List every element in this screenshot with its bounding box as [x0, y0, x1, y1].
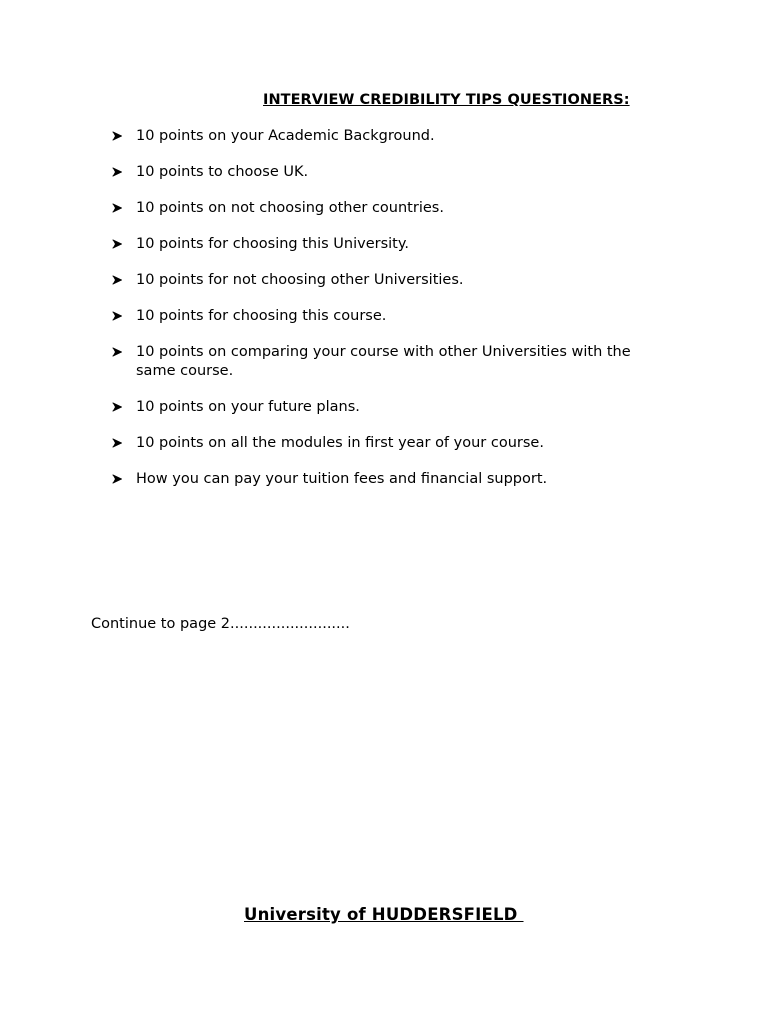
tip-text: 10 points on your Academic Background.: [136, 128, 435, 144]
tip-item: [112, 307, 672, 326]
tip-item: [112, 127, 672, 146]
arrowhead-bullet-icon: [112, 474, 122, 484]
tip-text: 10 points to choose UK.: [136, 164, 309, 180]
arrowhead-bullet-icon: [112, 347, 122, 357]
tip-item: [112, 434, 672, 453]
tip-text: 10 points on your future plans.: [136, 398, 360, 415]
tip-item: [112, 470, 672, 489]
tip-item: [112, 343, 672, 380]
tip-text: 10 points on not choosing other countries.: [136, 200, 444, 216]
tip-item: [112, 235, 672, 254]
arrowhead-bullet-icon: [112, 131, 122, 141]
arrowhead-bullet-icon: [112, 203, 122, 213]
arrowhead-bullet-icon: [112, 311, 122, 321]
tip-text: 10 points for choosing this University.: [136, 236, 409, 252]
tip-item: [112, 271, 672, 290]
tip-text: How you can pay your tuition fees and financial support.: [136, 470, 548, 487]
footer-university-name: University of HUDDERSFIELD: [244, 905, 524, 924]
arrowhead-bullet-icon: [112, 438, 122, 448]
arrowhead-bullet-icon: [112, 167, 122, 177]
tips-list: [112, 127, 672, 506]
tip-item: [112, 398, 672, 417]
tip-text: 10 points for not choosing other Universities.: [136, 272, 464, 288]
arrowhead-bullet-icon: [112, 275, 122, 285]
arrowhead-bullet-icon: [112, 402, 122, 412]
tip-text: 10 points on all the modules in first year of your course.: [136, 434, 544, 451]
tip-text: 10 points for choosing this course.: [136, 308, 387, 324]
continue-note: Continue to page 2..........................: [91, 616, 350, 632]
page-title: INTERVIEW CREDIBILITY TIPS QUESTIONERS:: [263, 92, 630, 108]
tip-text: 10 points on comparing your course with other Universities with the same course.: [136, 344, 631, 379]
tip-item: [112, 199, 672, 218]
tip-item: [112, 163, 672, 182]
arrowhead-bullet-icon: [112, 239, 122, 249]
